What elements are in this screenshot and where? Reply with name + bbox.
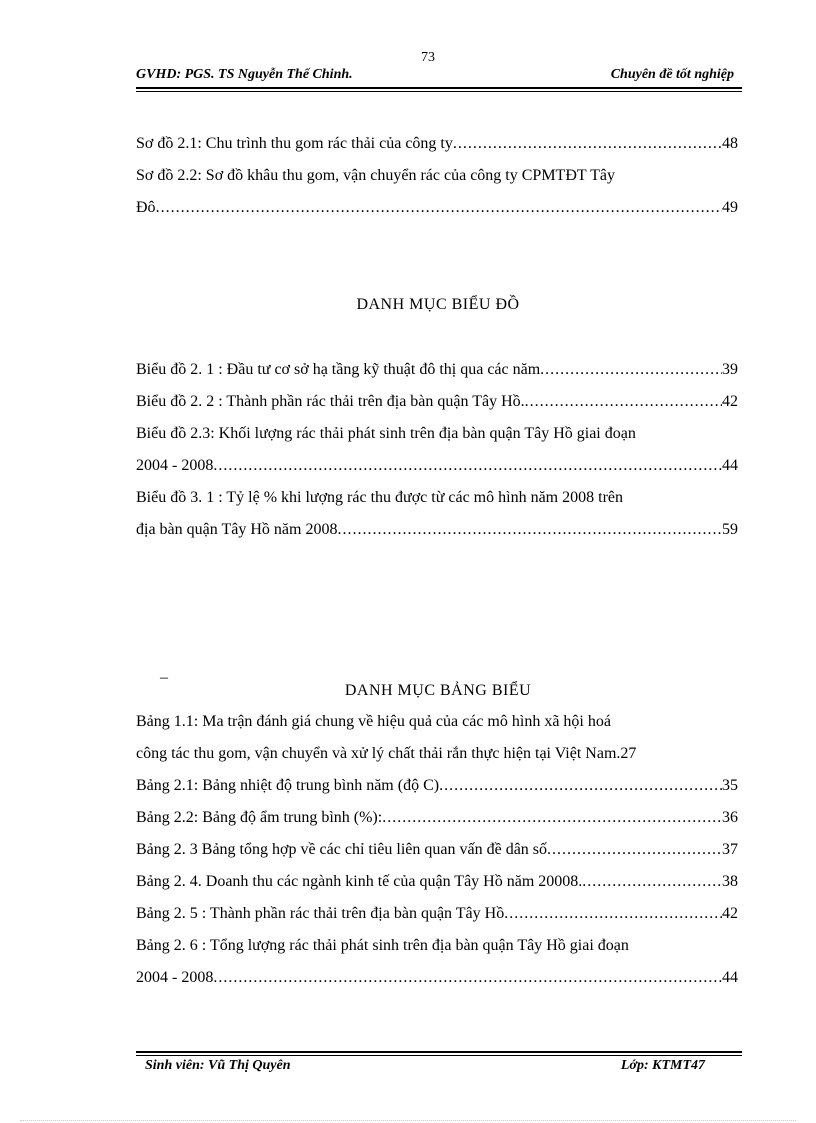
toc-entry[interactable]: 2004 - 2008 ..... 44 bbox=[136, 962, 738, 994]
toc-entry[interactable]: địa bàn quận Tây Hồ năm 2008 ..... 59 bbox=[136, 514, 738, 546]
toc-entry[interactable]: Bảng 2.1: Bảng nhiệt độ trung bình năm (độ C) ..... 35 bbox=[136, 770, 738, 802]
toc-entry-line[interactable]: Bảng 1.1: Ma trận đánh giá chung về hiệu quả của các mô hình xã hội hoá bbox=[136, 713, 611, 730]
leader-dots bbox=[337, 514, 722, 546]
toc-entry[interactable]: 2004 - 2008 ..... 44 bbox=[136, 450, 738, 482]
stray-dash: – bbox=[160, 669, 168, 686]
toc-entry[interactable]: Bảng 2. 4. Doanh thu các ngành kinh tế của quận Tây Hồ năm 20008. ..... 38 bbox=[136, 866, 738, 898]
header-rule-thick bbox=[136, 87, 742, 89]
footer-rule-thick bbox=[136, 1051, 742, 1053]
page-number: 73 bbox=[421, 50, 435, 65]
page-footer bbox=[145, 1058, 705, 1074]
footer-student: Sinh viên: Vũ Thị Quyên bbox=[145, 1058, 291, 1073]
footer-class: Lớp: KTMT47 bbox=[620, 1058, 705, 1073]
toc-entry[interactable]: Bảng 2. 3 Bảng tổng hợp về các chỉ tiêu liên quan vấn đề dân số ..... 37 bbox=[136, 834, 738, 866]
leader-dots bbox=[582, 866, 722, 898]
header-advisor: GVHD: PGS. TS Nguyễn Thế Chinh. bbox=[136, 67, 353, 82]
bang-bieu-heading: DANH MỤC BẢNG BIỂU bbox=[344, 682, 532, 699]
toc-entry[interactable]: Biểu đồ 2. 2 : Thành phần rác thải trên địa bàn quận Tây Hồ. ..... 42 bbox=[136, 386, 738, 418]
header-doc-type: Chuyên đề tốt nghiệp bbox=[610, 67, 734, 82]
leader-dots bbox=[382, 802, 722, 834]
toc-entry[interactable]: Biểu đồ 2. 1 : Đầu tư cơ sở hạ tầng kỹ thuật đô thị qua các năm ..... 39 bbox=[136, 354, 738, 386]
leader-dots bbox=[547, 834, 722, 866]
toc-entry[interactable]: Đô ..... 49 bbox=[136, 192, 738, 224]
leader-dots bbox=[213, 962, 722, 994]
leader-dots bbox=[525, 386, 722, 418]
leader-dots bbox=[453, 128, 722, 160]
so-do-list bbox=[136, 128, 738, 224]
bang-bieu-list bbox=[136, 706, 738, 994]
leader-dots bbox=[439, 770, 722, 802]
toc-entry-line[interactable]: Biểu đồ 2.3: Khối lượng rác thải phát sinh trên địa bàn quận Tây Hồ giai đoạn bbox=[136, 425, 636, 442]
leader-dots bbox=[213, 450, 722, 482]
leader-dots bbox=[504, 898, 722, 930]
bieu-do-heading: DANH MỤC BIỂU ĐỒ bbox=[356, 296, 520, 313]
page-header bbox=[136, 67, 738, 87]
toc-entry-line[interactable]: Sơ đồ 2.2: Sơ đồ khâu thu gom, vận chuyển rác của công ty CPMTĐT Tây bbox=[136, 167, 615, 184]
toc-entry[interactable]: Bảng 2. 5 : Thành phần rác thải trên địa bàn quận Tây Hồ ..... 42 bbox=[136, 898, 738, 930]
toc-entry[interactable]: Bảng 2.2: Bảng độ ẩm trung bình (%): ..... 36 bbox=[136, 802, 738, 834]
leader-dots bbox=[540, 354, 722, 386]
toc-entry-line[interactable]: công tác thu gom, vận chuyển và xử lý chất thải rắn thực hiện tại Việt Nam.27 bbox=[136, 745, 637, 762]
toc-entry-line[interactable]: Bảng 2. 6 : Tổng lượng rác thải phát sinh trên địa bàn quận Tây Hồ giai đoạn bbox=[136, 937, 629, 954]
leader-dots bbox=[156, 192, 722, 224]
toc-entry-line[interactable]: Biểu đồ 3. 1 : Tỷ lệ % khi lượng rác thu được từ các mô hình năm 2008 trên bbox=[136, 489, 623, 506]
bieu-do-list bbox=[136, 354, 738, 546]
footer-rule-thin bbox=[136, 1055, 742, 1056]
page-edge bbox=[20, 1120, 796, 1121]
header-rule-thin bbox=[136, 91, 742, 92]
toc-entry[interactable]: Sơ đồ 2.1: Chu trình thu gom rác thải của công ty ..... 48 bbox=[136, 128, 738, 160]
